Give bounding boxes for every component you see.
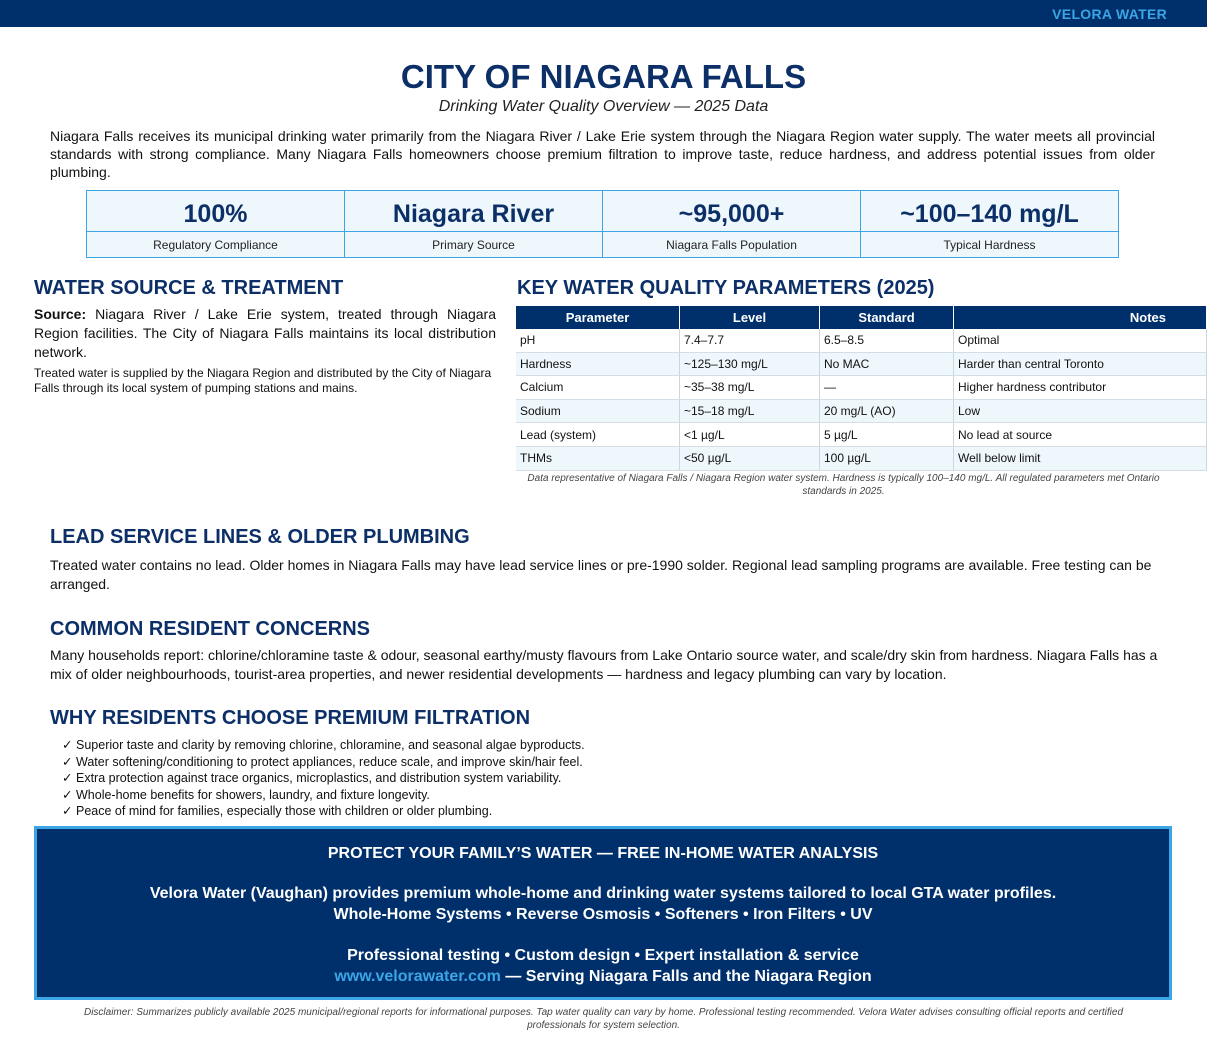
cta-line-3: Professional testing • Custom design • Expert installation & service bbox=[347, 947, 859, 964]
stat-population bbox=[603, 191, 861, 257]
table-cell: Well below limit bbox=[954, 446, 1207, 470]
cta-link-suffix: — Serving Niagara Falls and the Niagara Region bbox=[500, 968, 872, 985]
table-cell: Sodium bbox=[516, 399, 680, 423]
table-cell: <50 µg/L bbox=[680, 446, 820, 470]
parameters-table bbox=[516, 306, 1207, 471]
stat-value: ~95,000+ bbox=[603, 191, 860, 232]
list-item bbox=[62, 737, 585, 754]
table-footnote: Data representative of Niagara Falls / Niagara Region water system. Hardness is typically 100–140 mg/L. All regulated parameters met Ontario standards in 2025. bbox=[527, 473, 1160, 497]
top-bar bbox=[0, 0, 1207, 27]
table-cell: 5 µg/L bbox=[820, 423, 954, 447]
lead-paragraph: Treated water contains no lead. Older homes in Niagara Falls may have lead service lines or pre-1990 solder. Regional lead sampling programs are available. Free testing can be arranged. bbox=[50, 557, 1152, 592]
stat-label: Primary Source bbox=[432, 238, 515, 252]
source-note: Treated water is supplied by the Niagara Region and distributed by the City of Niagara Falls through its local system of pumping stations and mains. bbox=[34, 366, 492, 395]
cta-line-1: Velora Water (Vaughan) provides premium whole-home and drinking water systems tailored to local GTA water profiles. bbox=[149, 885, 1057, 902]
list-item bbox=[62, 803, 585, 820]
list-item bbox=[62, 770, 585, 787]
column-header: Notes bbox=[954, 306, 1207, 329]
table-row bbox=[516, 329, 1207, 352]
list-item-text: Water softening/conditioning to protect appliances, reduce scale, and improve skin/hair feel. bbox=[76, 754, 583, 769]
stat-compliance bbox=[87, 191, 345, 257]
source-heading: WATER SOURCE & TREATMENT bbox=[34, 277, 344, 299]
table-cell: ~15–18 mg/L bbox=[680, 399, 820, 423]
table-cell: Calcium bbox=[516, 376, 680, 400]
benefits-list bbox=[62, 737, 585, 820]
check-icon: ✓ bbox=[62, 771, 73, 785]
table-cell: Optimal bbox=[954, 329, 1207, 352]
source-paragraph bbox=[34, 305, 496, 362]
column-header: Parameter bbox=[516, 306, 680, 329]
table-cell: — bbox=[820, 376, 954, 400]
brand-name: VELORA WATER bbox=[1052, 6, 1167, 22]
params-heading: KEY WATER QUALITY PARAMETERS (2025) bbox=[517, 277, 935, 299]
table-cell: pH bbox=[516, 329, 680, 352]
table-cell: Low bbox=[954, 399, 1207, 423]
column-header: Standard bbox=[820, 306, 954, 329]
stat-value: Niagara River bbox=[345, 191, 602, 232]
table-cell: ~35–38 mg/L bbox=[680, 376, 820, 400]
table-cell: 6.5–8.5 bbox=[820, 329, 954, 352]
check-icon: ✓ bbox=[62, 804, 73, 818]
page-subtitle: Drinking Water Quality Overview — 2025 Data bbox=[438, 98, 769, 115]
list-item-text: Peace of mind for families, especially those with children or older plumbing. bbox=[76, 804, 493, 818]
cta-headline: PROTECT YOUR FAMILY’S WATER — FREE IN-HOME WATER ANALYSIS bbox=[327, 845, 879, 862]
table-header-row bbox=[516, 306, 1207, 329]
source-body: Niagara River / Lake Erie system, treated through Niagara Region facilities. The City of Niagara Falls maintains its local distribution network. bbox=[34, 306, 496, 360]
table-cell: 20 mg/L (AO) bbox=[820, 399, 954, 423]
cta-link-line bbox=[37, 968, 1169, 986]
why-heading: WHY RESIDENTS CHOOSE PREMIUM FILTRATION bbox=[50, 707, 531, 729]
check-icon: ✓ bbox=[62, 754, 73, 769]
list-item-text: Whole-home benefits for showers, laundry, and fixture longevity. bbox=[76, 787, 430, 802]
table-cell: 7.4–7.7 bbox=[680, 329, 820, 352]
stat-label: Niagara Falls Population bbox=[666, 238, 797, 252]
table-row bbox=[516, 352, 1207, 376]
check-icon: ✓ bbox=[62, 787, 73, 802]
intro-paragraph: Niagara Falls receives its municipal drinking water primarily from the Niagara River / Lake Erie system through the Niagara Region water supply. The water meets all provincial standards with strong compliance. Many Niagara Falls homeowners choose premium filtration to improve taste, reduce hardness, and address potential issues from older plumbing. bbox=[50, 128, 1155, 180]
list-item-text: Superior taste and clarity by removing chlorine, chloramine, and seasonal algae byproducts. bbox=[76, 738, 585, 752]
website-link[interactable]: www.velorawater.com bbox=[334, 968, 501, 985]
table-cell: Lead (system) bbox=[516, 423, 680, 447]
list-item-text: Extra protection against trace organics, microplastics, and distribution system variability. bbox=[76, 771, 562, 785]
stat-value: 100% bbox=[87, 191, 344, 232]
table-cell: Hardness bbox=[516, 352, 680, 376]
stat-source bbox=[345, 191, 603, 257]
stat-hardness bbox=[861, 191, 1118, 257]
list-item bbox=[62, 754, 585, 771]
table-cell: 100 µg/L bbox=[820, 446, 954, 470]
table-cell: No lead at source bbox=[954, 423, 1207, 447]
disclaimer: Disclaimer: Summarizes publicly available 2025 municipal/regional reports for informational purposes. Tap water quality can vary by home. Professional testing recommended. Velora Water advises consulting official reports and certified professionals for system selection. bbox=[83, 1007, 1124, 1031]
cta-box bbox=[34, 826, 1172, 1000]
column-header: Level bbox=[680, 306, 820, 329]
concerns-heading: COMMON RESIDENT CONCERNS bbox=[50, 618, 371, 640]
table-cell: Harder than central Toronto bbox=[954, 352, 1207, 376]
cta-line-2: Whole-Home Systems • Reverse Osmosis • Softeners • Iron Filters • UV bbox=[333, 906, 873, 923]
list-item bbox=[62, 787, 585, 804]
stat-label: Regulatory Compliance bbox=[153, 238, 278, 252]
table-row bbox=[516, 423, 1207, 447]
source-lead: Source: bbox=[34, 306, 87, 322]
page-title: CITY OF NIAGARA FALLS bbox=[400, 58, 807, 95]
table-cell: THMs bbox=[516, 446, 680, 470]
concerns-paragraph: Many households report: chlorine/chloramine taste & odour, seasonal earthy/musty flavours from Lake Ontario source water, and scale/dry skin from hardness. Niagara Falls has a mix of older neighbourhoods, tourist-area properties, and newer residential developments — hardness and legacy plumbing can vary by location. bbox=[50, 647, 1158, 682]
table-cell: <1 µg/L bbox=[680, 423, 820, 447]
stat-label: Typical Hardness bbox=[943, 238, 1036, 252]
table-row bbox=[516, 446, 1207, 470]
table-row bbox=[516, 399, 1207, 423]
table-row bbox=[516, 376, 1207, 400]
table-cell: No MAC bbox=[820, 352, 954, 376]
stat-value: ~100–140 mg/L bbox=[861, 191, 1118, 232]
check-icon: ✓ bbox=[62, 738, 73, 752]
table-cell: ~125–130 mg/L bbox=[680, 352, 820, 376]
stats-strip bbox=[86, 190, 1119, 258]
lead-heading: LEAD SERVICE LINES & OLDER PLUMBING bbox=[50, 526, 470, 548]
table-cell: Higher hardness contributor bbox=[954, 376, 1207, 400]
